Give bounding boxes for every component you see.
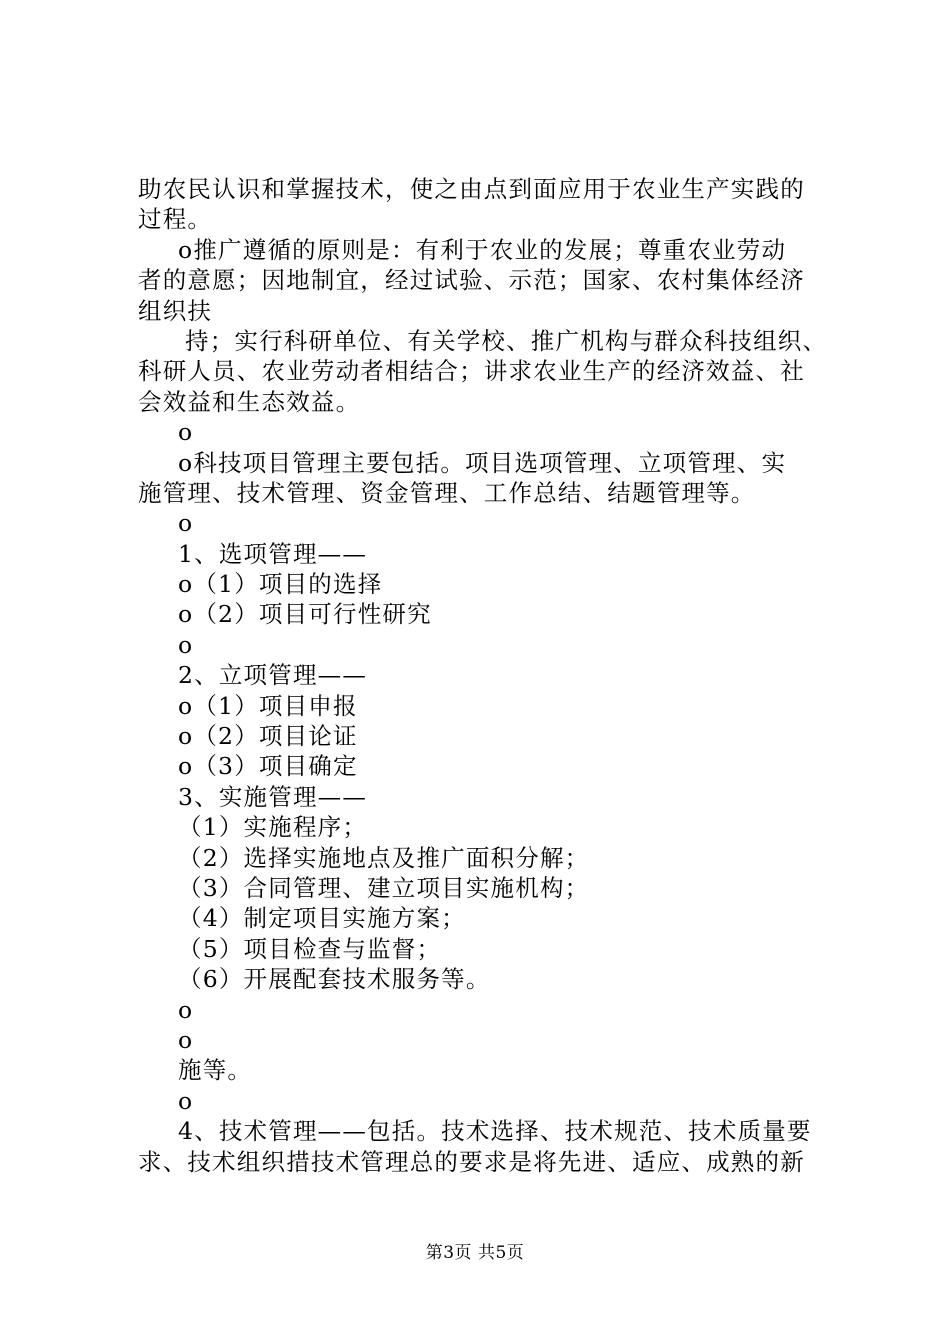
text-line: （6）开展配套技术服务等。 [178, 965, 491, 994]
text-line: o [178, 630, 194, 659]
page-number-footer: 第3页 共5页 [425, 1243, 525, 1263]
text-line: （5）项目检查与监督； [178, 934, 442, 963]
text-line: （2）选择实施地点及推广面积分解； [178, 843, 590, 872]
text-line: 2、立项管理—— [178, 661, 368, 690]
text-line: 过程。 [138, 205, 213, 234]
text-line: o [178, 995, 194, 1024]
text-line: o [178, 1025, 194, 1054]
text-line: 3、实施管理—— [178, 782, 368, 811]
text-line: 组织扶 [138, 296, 213, 325]
text-line: o（1）项目的选择 [178, 570, 383, 599]
text-line: （1）实施程序； [178, 813, 368, 842]
text-line: o（2）项目可行性研究 [178, 600, 432, 629]
text-line: 施管理、技术管理、资金管理、工作总结、结题管理等。 [138, 478, 756, 507]
text-line: o [178, 509, 194, 538]
text-line: 4、技术管理——包括。技术选择、技术规范、技术质量要 [178, 1117, 812, 1146]
text-line: 者的意愿；因地制宜，经过试验、示范；国家、农村集体经济 [138, 266, 805, 295]
text-line: o推广遵循的原则是：有利于农业的发展；尊重农业劳动 [178, 235, 787, 264]
text-line: 助农民认识和掌握技术，使之由点到面应用于农业生产实践的 [138, 175, 805, 203]
text-line: 会效益和生态效益。 [138, 387, 361, 416]
text-line: o（1）项目申报 [178, 691, 358, 720]
text-line: o（2）项目论证 [178, 722, 358, 751]
text-line: 持；实行科研单位、有关学校、推广机构与群众科技组织、 [185, 326, 828, 355]
text-line: o（3）项目确定 [178, 752, 358, 781]
text-line: o [178, 1086, 194, 1115]
text-line: 施等。 [178, 1056, 253, 1085]
document-body [138, 174, 838, 1177]
text-line: 求、技术组织措技术管理总的要求是将先进、适应、成熟的新 [138, 1147, 805, 1176]
text-line: （3）合同管理、建立项目实施机构； [178, 873, 590, 902]
text-line: o [178, 418, 194, 447]
text-line: 1、选项管理—— [178, 539, 368, 568]
text-line: o科技项目管理主要包括。项目选项管理、立项管理、实 [178, 448, 787, 477]
text-line: 科研人员、农业劳动者相结合；讲求农业生产的经济效益、社 [138, 357, 805, 386]
text-line: （4）制定项目实施方案； [178, 904, 466, 933]
